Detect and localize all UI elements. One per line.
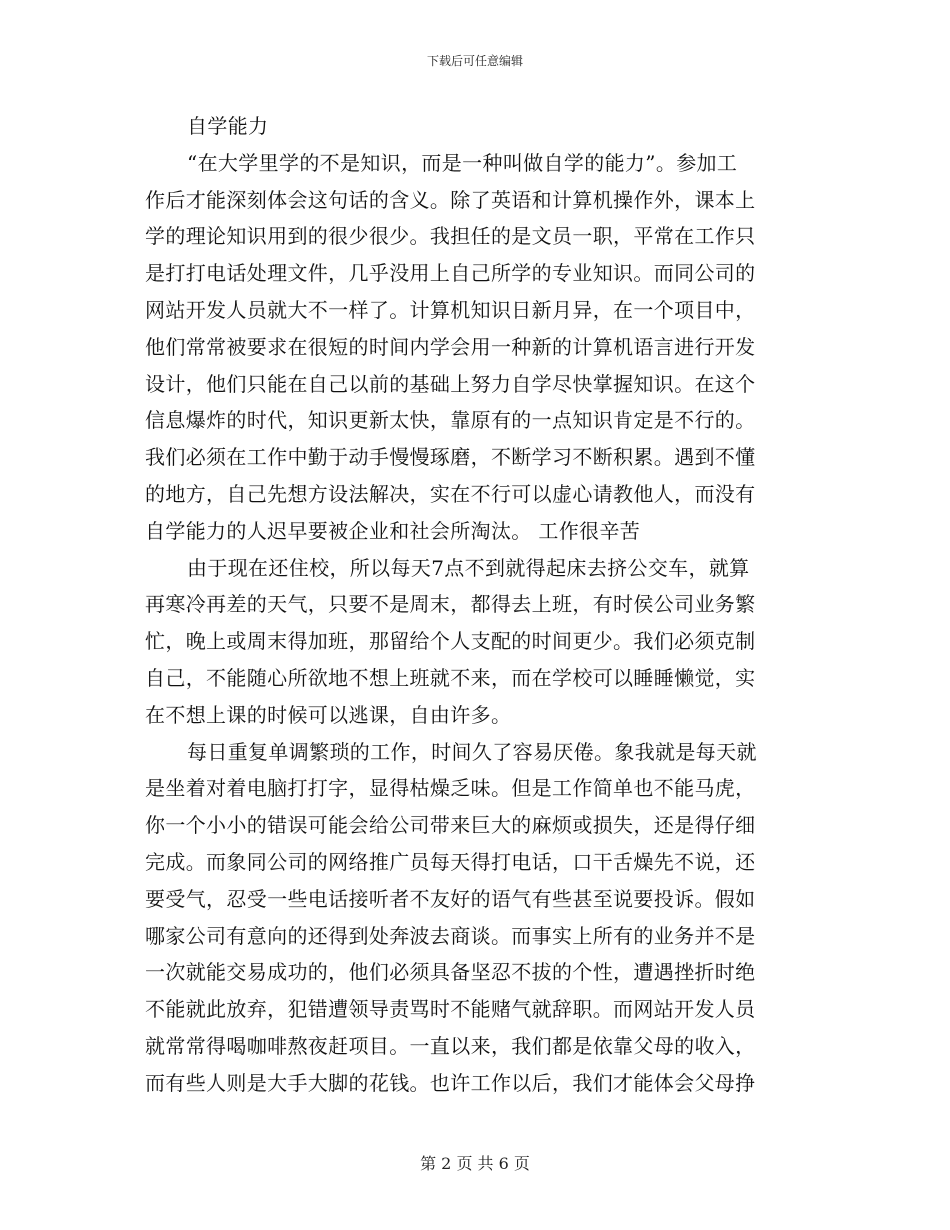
body-line: 网站开发人员就大不一样了。计算机知识日新月异，在一个项目中， (145, 297, 756, 322)
body-line: 自己，不能随心所欲地不想上班就不来，而在学校可以睡睡懒觉，实 (145, 665, 756, 690)
body-line: 哪家公司有意向的还得到处奔波去商谈。而事实上所有的业务并不是 (145, 923, 756, 948)
page-footer: 第 2 页 共 6 页 (420, 1154, 530, 1173)
body-line: 他们常常被要求在很短的时间内学会用一种新的计算机语言进行开发 (145, 334, 756, 359)
body-line: 学的理论知识用到的很少很少。我担任的是文员一职，平常在工作只 (145, 224, 756, 249)
body-line: 忙，晚上或周末得加班，那留给个人支配的时间更少。我们必须克制 (145, 629, 756, 654)
body-line: 要受气，忍受一些电话接听者不友好的语气有些甚至说要投诉。假如 (145, 886, 756, 911)
body-line: 设计，他们只能在自己以前的基础上努力自学尽快掌握知识。在这个 (145, 371, 756, 396)
page-header: 下载后可任意编辑 (426, 54, 523, 68)
body-line: 的地方，自己先想方设法解决，实在不行可以虚心请教他人，而没有 (145, 481, 756, 506)
body-line: 再寒冷再差的天气，只要不是周末，都得去上班，有时侯公司业务繁 (145, 592, 756, 617)
body-line: 自学能力 (187, 114, 269, 138)
body-line: 是坐着对着电脑打打字，显得枯燥乏味。但是工作简单也不能马虎， (145, 776, 756, 801)
body-line: 由于现在还住校，所以每天7点不到就得起床去挤公交车，就算 (187, 555, 750, 580)
body-line: 而有些人则是大手大脚的花钱。也许工作以后，我们才能体会父母挣 (145, 1070, 756, 1095)
body-line: 完成。而象同公司的网络推广员每天得打电话，口干舌燥先不说，还 (145, 849, 756, 874)
body-line: 在不想上课的时候可以逃课，自由许多。 (145, 702, 512, 727)
body-line: 每日重复单调繁琐的工作，时间久了容易厌倦。象我就是每天就 (187, 739, 757, 764)
body-line: 不能就此放弃，犯错遭领导责骂时不能赌气就辞职。而网站开发人员 (145, 997, 756, 1022)
body-line: 作后才能深刻体会这句话的含义。除了英语和计算机操作外，课本上 (145, 187, 756, 212)
body-line: “在大学里学的不是知识，而是一种叫做自学的能力”。参加工 (187, 150, 738, 175)
body-line: 是打打电话处理文件，几乎没用上自己所学的专业知识。而同公司的 (145, 261, 756, 286)
body-line: 一次就能交易成功的，他们必须具备坚忍不拔的个性，遭遇挫折时绝 (145, 960, 756, 985)
body-line: 我们必须在工作中勤于动手慢慢琢磨，不断学习不断积累。遇到不懂 (145, 445, 756, 470)
document-body (145, 108, 805, 1102)
body-line: 就常常得喝咖啡熬夜赶项目。一直以来，我们都是依靠父母的收入， (145, 1033, 756, 1058)
body-line: 信息爆炸的时代，知识更新太快，靠原有的一点知识肯定是不行的。 (145, 408, 756, 433)
body-line: 自学能力的人迟早要被企业和社会所淘汰。 工作很辛苦 (145, 518, 641, 543)
body-line: 你一个小小的错误可能会给公司带来巨大的麻烦或损失，还是得仔细 (145, 813, 756, 838)
